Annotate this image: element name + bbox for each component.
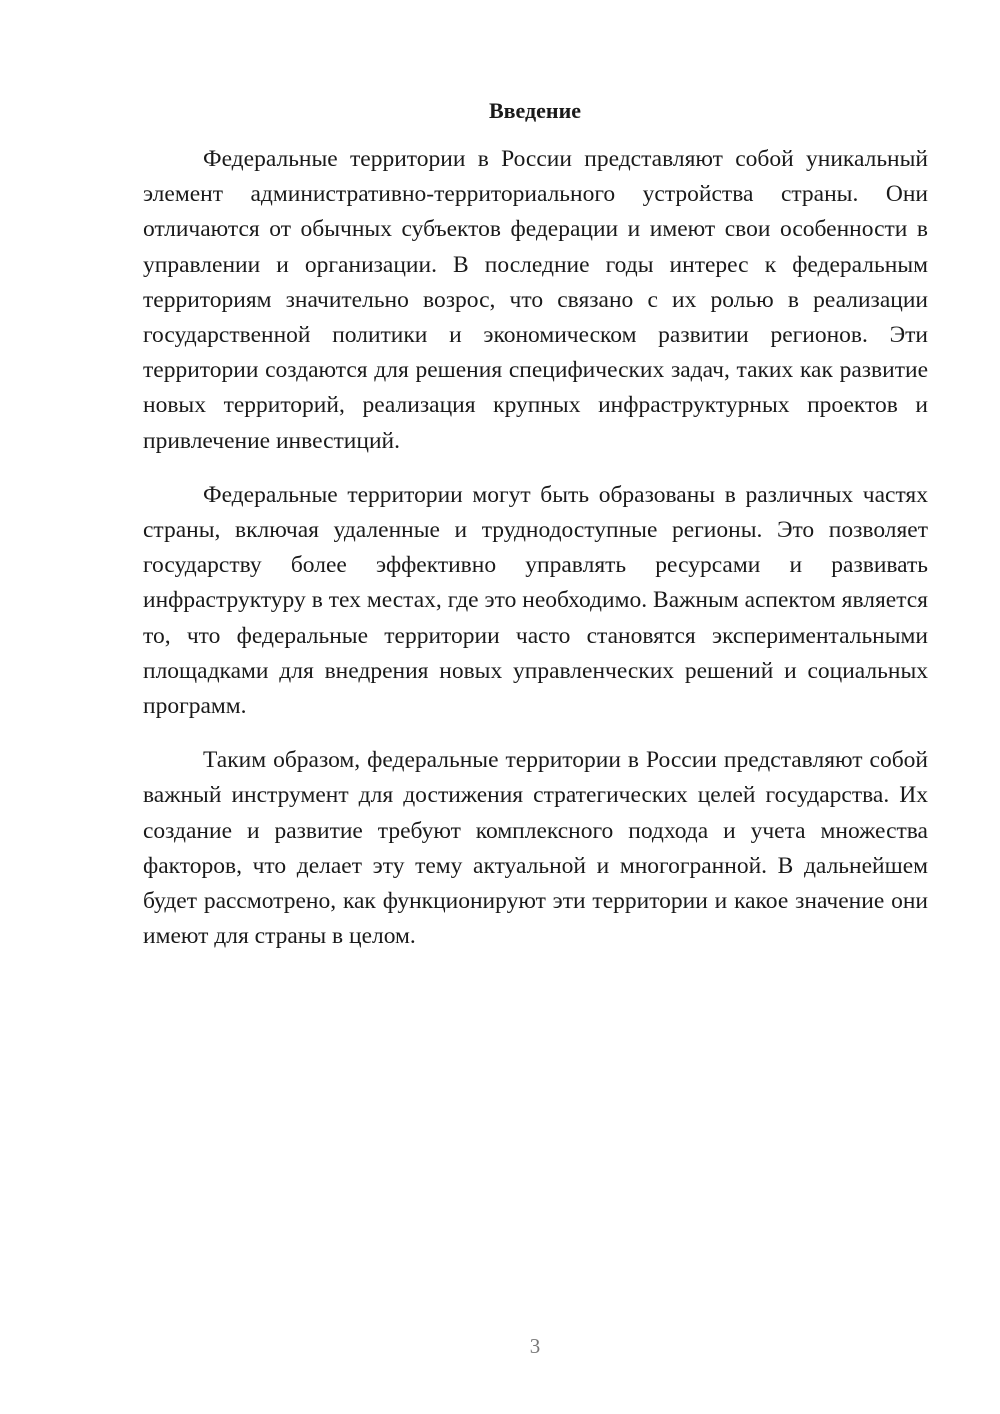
body-text <box>143 142 928 954</box>
section-heading: Введение <box>488 98 582 123</box>
paragraph-1: Федеральные территории в России представляют собой уникальный элемент административно-территориального устройства страны. Они отличаются от обычных субъектов федерации и имеют свои особенности в управлении и организации. В последние годы интерес к федеральным территориям значительно возрос, что связано с их ролью в реализации государственной политики и экономическом развитии регионов. Эти территории создаются для решения специфических задач, таких как развитие новых территорий, реализация крупных инфраструктурных проектов и привлечение инвестиций. <box>143 146 928 454</box>
paragraph-2: Федеральные территории могут быть образованы в различных частях страны, включая удаленные и труднодоступные регионы. Это позволяет государству более эффективно управлять ресурсами и развивать инфраструктуру в тех местах, где это необходимо. Важным аспектом является то, что федеральные территории часто становятся экспериментальными площадками для внедрения новых управленческих решений и социальных программ. <box>143 481 928 720</box>
page-number: 3 <box>529 1334 541 1358</box>
paragraph-3: Таким образом, федеральные территории в России представляют собой важный инструмент для достижения стратегических целей государства. Их создание и развитие требуют комплексного подхода и учета множества факторов, что делает эту тему актуальной и многогранной. В дальнейшем будет рассмотрено, как функционируют эти территории и какое значение они имеют для страны в целом. <box>143 747 928 950</box>
